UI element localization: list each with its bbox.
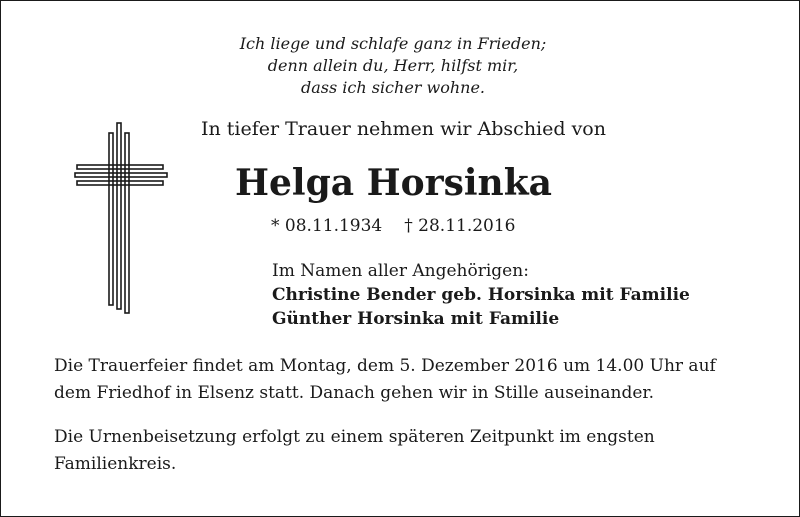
bible-verse <box>1 33 785 99</box>
intro-text: In tiefer Trauer nehmen wir Abschied von <box>201 118 606 140</box>
cross-icon <box>73 121 169 316</box>
funeral-notice-line-2: dem Friedhof in Elsenz statt. Danach gehen wir in Stille auseinander. <box>54 383 655 403</box>
verse-line-2: denn allein du, Herr, hilfst mir, <box>267 56 519 75</box>
death-date: † 28.11.2016 <box>404 216 516 236</box>
deceased-name: Helga Horsinka <box>235 162 553 204</box>
family-member: Christine Bender geb. Horsinka mit Familie <box>272 285 690 305</box>
urn-notice-line-1: Die Urnenbeisetzung erfolgt zu einem späteren Zeitpunkt im engsten <box>54 427 655 447</box>
urn-notice-line-2: Familienkreis. <box>54 454 177 474</box>
funeral-notice <box>54 353 784 407</box>
verse-line-3: dass ich sicher wohne. <box>300 78 486 97</box>
urn-notice <box>54 424 784 478</box>
family-member: Günther Horsinka mit Familie <box>272 309 560 329</box>
family-heading: Im Namen aller Angehörigen: <box>272 261 529 281</box>
family-block <box>272 259 690 331</box>
verse-line-1: Ich liege und schlafe ganz in Frieden; <box>239 34 547 53</box>
funeral-notice-line-1: Die Trauerfeier findet am Montag, dem 5. Dezember 2016 um 14.00 Uhr auf <box>54 356 716 376</box>
birth-date: * 08.11.1934 <box>271 216 383 236</box>
life-dates <box>271 214 516 238</box>
